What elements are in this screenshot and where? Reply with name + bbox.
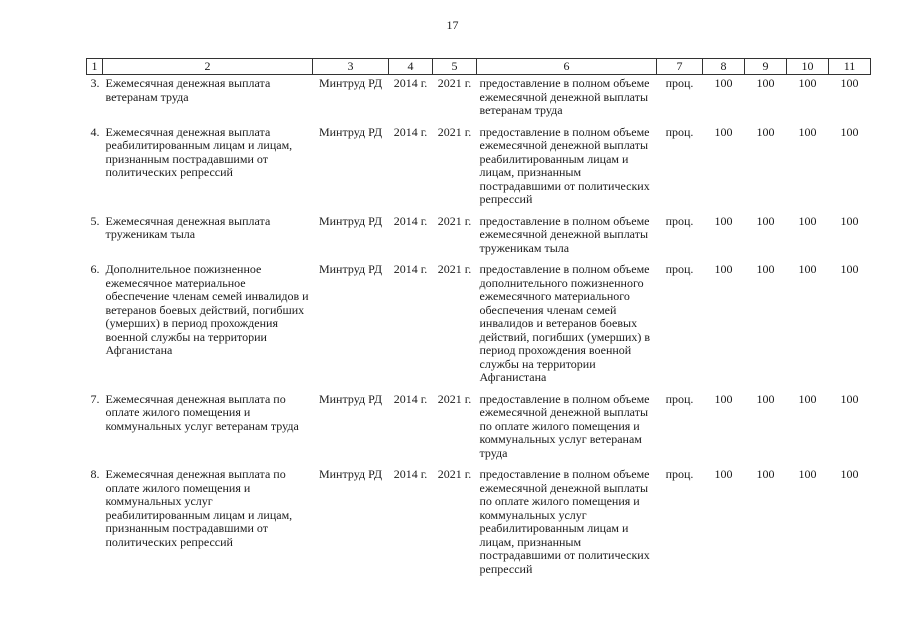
row-number: 5. — [90, 213, 100, 228]
value-col-9: 100 — [756, 391, 775, 406]
unit: проц. — [665, 124, 694, 139]
value-col-8: 100 — [714, 467, 733, 481]
value-col-10: 100 — [798, 262, 817, 276]
value-col-11: 100 — [840, 467, 859, 481]
measure-name: Ежемесячная денежная выплата по оплате жилого помещения и коммунальных услуг реабилитированным лицам и лицам, признанным пострадавшими от политических репрессий — [105, 467, 293, 549]
end-year: 2021 г. — [437, 213, 472, 228]
column-header-5: 5 — [433, 59, 477, 75]
value-col-8: 100 — [714, 76, 733, 90]
value-col-11: 100 — [840, 391, 859, 406]
column-header-10: 10 — [787, 59, 829, 75]
indicator: предоставление в полном объеме ежемесячной денежной выплаты труженикам тыла — [479, 213, 650, 255]
value-col-9: 100 — [756, 76, 775, 90]
end-year: 2021 г. — [437, 467, 472, 481]
column-header-11: 11 — [829, 59, 871, 75]
row-number: 8. — [90, 467, 100, 481]
row-number: 6. — [90, 262, 100, 276]
table-row — [87, 213, 871, 262]
value-col-8: 100 — [714, 213, 733, 228]
unit: проц. — [665, 467, 694, 481]
end-year: 2021 г. — [437, 391, 472, 406]
page-number: 17 — [446, 18, 459, 32]
start-year: 2014 г. — [393, 467, 428, 481]
row-number: 4. — [90, 124, 100, 139]
value-col-11: 100 — [840, 76, 859, 90]
value-col-10: 100 — [798, 467, 817, 481]
measures-table — [86, 58, 871, 582]
column-header-9: 9 — [745, 59, 787, 75]
column-header-2: 2 — [103, 59, 313, 75]
row-number: 3. — [90, 76, 100, 90]
value-col-11: 100 — [840, 262, 859, 276]
table-body — [87, 75, 871, 583]
column-header-7: 7 — [657, 59, 703, 75]
value-col-9: 100 — [756, 467, 775, 481]
value-col-10: 100 — [798, 124, 817, 139]
start-year: 2014 г. — [393, 391, 428, 406]
table-row — [87, 391, 871, 467]
measure-name: Дополнительное пожизненное ежемесячное материальное обеспечение членам семей инвалидов и ветеранов боевых действий, погибших (умерших) в период прохождения военной службы на территории Афганистана — [105, 262, 309, 357]
indicator: предоставление в полном объеме ежемесячной денежной выплаты ветеранам труда — [479, 76, 650, 117]
measure-name: Ежемесячная денежная выплата труженикам тыла — [105, 213, 271, 241]
column-header-8: 8 — [703, 59, 745, 75]
table-header — [87, 59, 871, 75]
indicator: предоставление в полном объеме ежемесячной денежной выплаты реабилитированным лицам и лицам, признанным пострадавшими от политических репрессий — [479, 124, 650, 206]
table-row — [87, 124, 871, 213]
value-col-9: 100 — [756, 124, 775, 139]
start-year: 2014 г. — [393, 76, 428, 90]
end-year: 2021 г. — [437, 124, 472, 139]
column-header-4: 4 — [389, 59, 433, 75]
value-col-11: 100 — [840, 124, 859, 139]
column-header-1: 1 — [87, 59, 103, 75]
end-year: 2021 г. — [437, 76, 472, 90]
value-col-8: 100 — [714, 124, 733, 139]
value-col-8: 100 — [714, 262, 733, 276]
measure-name: Ежемесячная денежная выплата по оплате жилого помещения и коммунальных услуг ветеранам труда — [105, 391, 299, 433]
column-header-3: 3 — [313, 59, 389, 75]
indicator: предоставление в полном объеме ежемесячной денежной выплаты по оплате жилого помещения и коммунальных услуг реабилитированным лицам и лицам, признанным пострадавшими от политических репрессий — [479, 467, 650, 576]
value-col-10: 100 — [798, 76, 817, 90]
measure-name: Ежемесячная денежная выплата ветеранам труда — [105, 76, 271, 104]
value-col-10: 100 — [798, 391, 817, 406]
executor: Минтруд РД — [318, 391, 383, 406]
end-year: 2021 г. — [437, 262, 472, 276]
indicator: предоставление в полном объеме дополнительного пожизненного ежемесячного материального обеспечения членам семей инвалидов и ветеранов боевых действий, погибших (умерших) в период прохождения военной службы на территории Афганистана — [479, 262, 651, 384]
table-row — [87, 466, 871, 582]
value-col-9: 100 — [756, 262, 775, 276]
start-year: 2014 г. — [393, 213, 428, 228]
start-year: 2014 г. — [393, 124, 428, 139]
table-row — [87, 75, 871, 124]
unit: проц. — [665, 391, 694, 406]
unit: проц. — [665, 262, 694, 276]
row-number: 7. — [90, 391, 100, 406]
value-col-9: 100 — [756, 213, 775, 228]
value-col-11: 100 — [840, 213, 859, 228]
table-row — [87, 261, 871, 391]
unit: проц. — [665, 76, 694, 90]
executor: Минтруд РД — [318, 262, 383, 276]
start-year: 2014 г. — [393, 262, 428, 276]
column-header-6: 6 — [477, 59, 657, 75]
value-col-8: 100 — [714, 391, 733, 406]
executor: Минтруд РД — [318, 124, 383, 139]
header-row — [87, 59, 871, 75]
executor: Минтруд РД — [318, 213, 383, 228]
value-col-10: 100 — [798, 213, 817, 228]
indicator: предоставление в полном объеме ежемесячной денежной выплаты по оплате жилого помещения и коммунальных услуг ветеранам труда — [479, 391, 650, 460]
executor: Минтруд РД — [318, 76, 383, 90]
measure-name: Ежемесячная денежная выплата реабилитированным лицам и лицам, признанным пострадавшими от политических репрессий — [105, 124, 293, 179]
unit: проц. — [665, 213, 694, 228]
executor: Минтруд РД — [318, 467, 383, 481]
